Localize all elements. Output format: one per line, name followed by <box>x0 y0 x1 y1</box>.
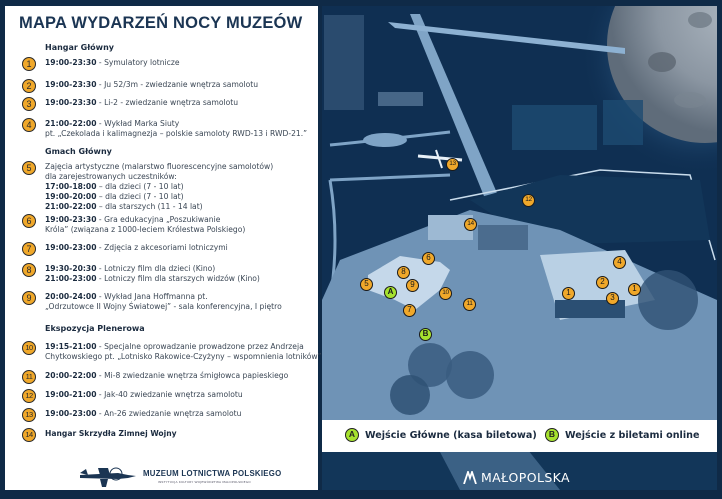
event-description: Króla” (związana z 1000-leciem Królestwa Polskiego) <box>45 225 246 234</box>
page-title: MAPA WYDARZEŃ NOCY MUZEÓW <box>19 14 303 32</box>
event-text <box>45 264 260 284</box>
event-text <box>45 371 288 381</box>
event-text <box>45 390 243 400</box>
event-time: Hangar Skrzydła Zimnej Wojny <box>45 429 177 438</box>
event-line <box>45 352 322 362</box>
museum-logo <box>78 465 282 490</box>
event-line <box>45 264 260 274</box>
event-number-badge: 4 <box>22 118 36 132</box>
event-text <box>45 429 177 439</box>
event-number-badge: 13 <box>22 408 36 422</box>
event-time: 21:00-22:00 <box>45 202 97 211</box>
event-time: 19:00-20:00 <box>45 192 97 201</box>
event-description: - Wykład Jana Hoffmanna pt. <box>96 292 208 301</box>
event-number-badge: 3 <box>22 97 36 111</box>
event-text <box>45 162 273 212</box>
map-marker-9[interactable]: 9 <box>406 279 419 292</box>
entrance-a-icon: A <box>345 428 359 442</box>
event-description: „Odrzutowce II Wojny Światowej” - sala konferencyjna, I piętro <box>45 302 282 311</box>
event-line <box>45 302 282 312</box>
event-number-badge: 11 <box>22 370 36 384</box>
event-number-badge: 8 <box>22 263 36 277</box>
airplane-icon <box>78 465 138 489</box>
event-description: dla zarejestrowanych uczestników: <box>45 172 177 181</box>
event-description: - Wykład Marka Siuty <box>96 119 180 128</box>
event-description: - Gra edukacyjna „Poszukiwanie <box>96 215 221 224</box>
event-description: pt. „Czekolada i kalimagnezja – polskie samoloty RWD-13 i RWD-21.” <box>45 129 308 138</box>
event-number-badge: 12 <box>22 389 36 403</box>
event-line <box>45 243 228 253</box>
legend-item-online-entrance <box>545 428 699 442</box>
event-number-badge: 5 <box>22 161 36 175</box>
section-ekspozycja-plenerowa: Ekspozycja Plenerowa <box>45 324 145 333</box>
event-number-badge: 7 <box>22 242 36 256</box>
map-marker-10[interactable]: 10 <box>439 287 452 300</box>
event-number-badge: 9 <box>22 291 36 305</box>
entrance-marker-b[interactable]: B <box>419 328 432 341</box>
legend-label: Wejście z biletami online <box>565 429 700 441</box>
event-line <box>45 162 273 172</box>
entrance-marker-a[interactable]: A <box>384 286 397 299</box>
event-line <box>45 80 258 90</box>
event-time: 21:00-23:00 <box>45 274 97 283</box>
entrance-b-icon: B <box>545 428 559 442</box>
event-time: 21:00-22:00 <box>45 119 97 128</box>
section-hangar-glowny: Hangar Główny <box>45 43 114 52</box>
event-line <box>45 182 273 192</box>
event-description: Zajęcia artystyczne (malarstwo fluorescencyjne samolotów) <box>45 162 274 171</box>
event-line <box>45 342 322 352</box>
event-description: – dla dzieci (7 - 10 lat) <box>96 192 184 201</box>
event-description: - Jak-40 zwiedzanie wnętrza samolotu <box>96 390 243 399</box>
event-time: 20:00-24:00 <box>45 292 97 301</box>
event-time: 17:00-18:00 <box>45 182 97 191</box>
event-description: - Zdjęcia z akcesoriami lotniczymi <box>96 243 228 252</box>
event-time: 19:15-21:00 <box>45 342 97 351</box>
event-time: 19:00-23:30 <box>45 98 97 107</box>
malopolska-logo-icon <box>463 471 477 484</box>
event-text <box>45 243 228 253</box>
event-text <box>45 98 238 108</box>
event-text <box>45 119 307 139</box>
event-time: 20:00-22:00 <box>45 371 97 380</box>
map-marker-1[interactable]: 1 <box>562 287 575 300</box>
legend-item-main-entrance <box>345 428 537 442</box>
event-line <box>45 390 243 400</box>
map-marker-11[interactable]: 11 <box>463 298 476 311</box>
event-line <box>45 215 245 225</box>
event-description: - An-26 zwiedzanie wnętrza samolotu <box>96 409 242 418</box>
event-description: – dla dzieci (7 - 10 lat) <box>96 182 184 191</box>
event-description: - Lotniczy film dla starszych widzów (Kino) <box>96 274 260 283</box>
map-legend <box>322 420 717 452</box>
event-line <box>45 58 180 68</box>
event-description: - Specjalne oprowadzanie prowadzone przez Andrzeja <box>96 342 304 351</box>
event-number-badge: 1 <box>22 57 36 71</box>
map-marker-14[interactable]: 14 <box>464 218 477 231</box>
event-line <box>45 172 273 182</box>
section-gmach-glowny: Gmach Główny <box>45 147 112 156</box>
event-line <box>45 129 307 139</box>
sponsor-name: MAŁOPOLSKA <box>481 470 571 485</box>
event-line <box>45 192 273 202</box>
map-marker-2[interactable]: 2 <box>596 276 609 289</box>
event-number-badge: 14 <box>22 428 36 442</box>
map-marker-7[interactable]: 7 <box>403 304 416 317</box>
event-time: 19:00-21:00 <box>45 390 97 399</box>
event-line <box>45 225 245 235</box>
event-line <box>45 371 288 381</box>
event-description: - Li-2 - zwiedzanie wnętrza samolotu <box>96 98 239 107</box>
event-text <box>45 409 241 419</box>
map-marker-5[interactable]: 5 <box>360 278 373 291</box>
event-time: 19:00-23:30 <box>45 215 97 224</box>
museum-map[interactable] <box>322 6 717 490</box>
event-time: 19:00-23:30 <box>45 58 97 67</box>
event-description: - Mi-8 zwiedzanie wnętrza śmigłowca papieskiego <box>96 371 289 380</box>
event-text <box>45 215 245 235</box>
event-number-badge: 10 <box>22 341 36 355</box>
museum-name: MUZEUM LOTNICTWA POLSKIEGO <box>143 468 282 478</box>
event-time: 19:00-23:30 <box>45 80 97 89</box>
map-marker-3[interactable]: 3 <box>606 292 619 305</box>
map-marker-12[interactable]: 12 <box>522 194 535 207</box>
event-description: Chytkowskiego pt. „Lotnisko Rakowice-Czyżyny – wspomnienia lotników” <box>45 352 322 361</box>
event-line <box>45 98 238 108</box>
event-line <box>45 202 273 212</box>
event-time: 19:30-20:30 <box>45 264 97 273</box>
map-marker-6[interactable]: 6 <box>422 252 435 265</box>
event-line <box>45 409 241 419</box>
event-line <box>45 429 177 439</box>
event-time: 19:00-23:00 <box>45 409 97 418</box>
event-line <box>45 292 282 302</box>
event-text <box>45 80 258 90</box>
map-marker-4[interactable]: 4 <box>613 256 626 269</box>
map-marker-13[interactable]: 13 <box>446 158 459 171</box>
malopolska-logo <box>463 470 570 485</box>
museum-subtitle: INSTYTUCJA KULTURY WOJEWÓDZTWA MAŁOPOLSKIEGO <box>158 480 251 484</box>
event-line <box>45 274 260 284</box>
map-illustration <box>322 6 717 490</box>
legend-label: Wejście Główne (kasa biletowa) <box>365 429 537 441</box>
event-text <box>45 342 322 362</box>
event-text <box>45 58 180 68</box>
event-number-badge: 2 <box>22 79 36 93</box>
map-marker-8[interactable]: 8 <box>397 266 410 279</box>
event-description: – dla starszych (11 - 14 lat) <box>96 202 203 211</box>
event-text <box>45 292 282 312</box>
event-number-badge: 6 <box>22 214 36 228</box>
event-description: - Symulatory lotnicze <box>96 58 180 67</box>
map-marker-1[interactable]: 1 <box>628 283 641 296</box>
event-line <box>45 119 307 129</box>
event-time: 19:00-23:00 <box>45 243 97 252</box>
event-description: - Lotniczy film dla dzieci (Kino) <box>96 264 216 273</box>
event-description: - Ju 52/3m - zwiedzanie wnętrza samolotu <box>96 80 259 89</box>
